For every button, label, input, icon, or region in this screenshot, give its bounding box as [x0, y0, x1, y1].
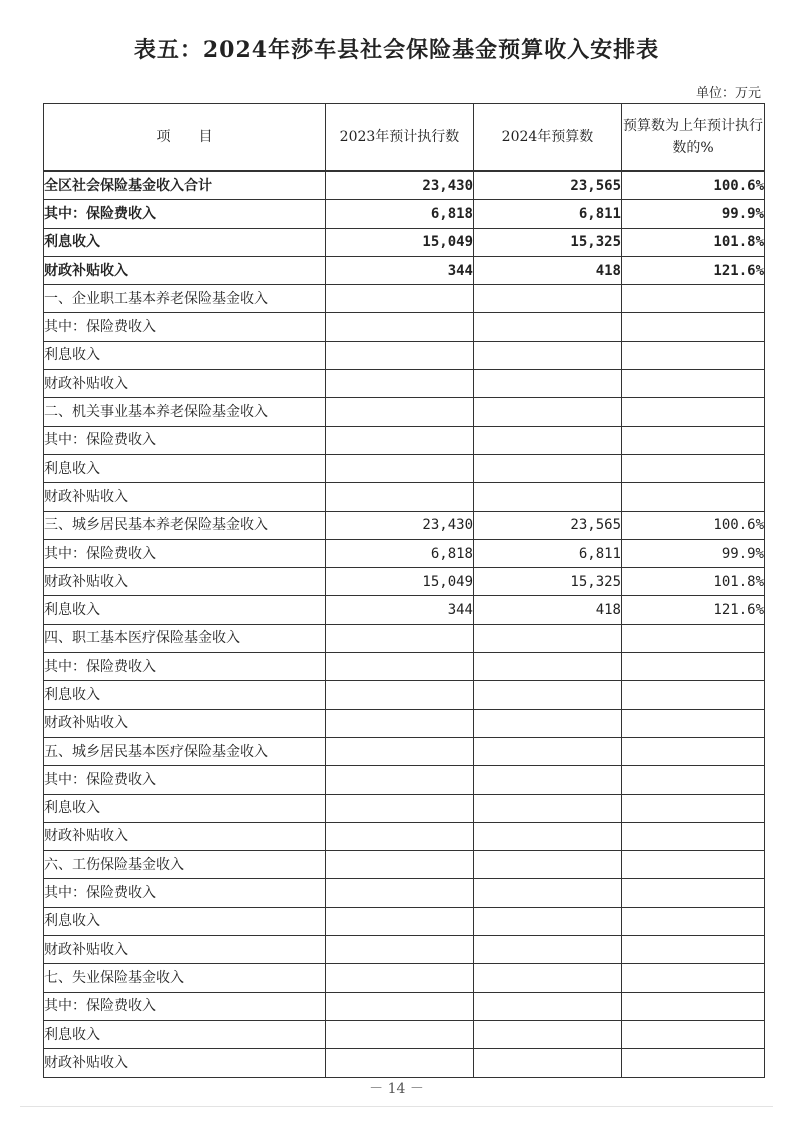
cell-exec-2023 — [326, 681, 474, 709]
cell-budget-2024 — [474, 794, 622, 822]
header-budget-2024: 2024年预算数 — [474, 104, 622, 172]
cell-budget-2024: 6,811 — [474, 200, 622, 228]
cell-ratio — [622, 907, 765, 935]
cell-exec-2023 — [326, 313, 474, 341]
budget-table — [43, 103, 765, 1078]
table-header-row — [44, 104, 765, 172]
cell-budget-2024: 418 — [474, 256, 622, 284]
cell-exec-2023: 344 — [326, 256, 474, 284]
cell-exec-2023 — [326, 822, 474, 850]
row-label: 财政补贴收入 — [44, 568, 326, 596]
row-label: 七、失业保险基金收入 — [44, 964, 326, 992]
cell-budget-2024 — [474, 624, 622, 652]
row-label: 其中：保险费收入 — [44, 992, 326, 1020]
cell-exec-2023 — [326, 285, 474, 313]
table-row — [44, 483, 765, 511]
cell-budget-2024 — [474, 398, 622, 426]
row-label: 其中：保险费收入 — [44, 426, 326, 454]
bottom-divider — [20, 1106, 773, 1107]
cell-ratio — [622, 879, 765, 907]
cell-budget-2024 — [474, 653, 622, 681]
table-row — [44, 228, 765, 256]
cell-ratio — [622, 794, 765, 822]
cell-budget-2024 — [474, 936, 622, 964]
table-row — [44, 200, 765, 228]
cell-budget-2024 — [474, 964, 622, 992]
cell-ratio: 101.8% — [622, 568, 765, 596]
row-label: 利息收入 — [44, 454, 326, 482]
cell-exec-2023 — [326, 1049, 474, 1077]
table-row — [44, 285, 765, 313]
row-label: 财政补贴收入 — [44, 822, 326, 850]
cell-exec-2023: 15,049 — [326, 568, 474, 596]
cell-exec-2023 — [326, 454, 474, 482]
row-label: 其中：保险费收入 — [44, 200, 326, 228]
table-row — [44, 737, 765, 765]
row-label: 利息收入 — [44, 907, 326, 935]
cell-exec-2023: 6,818 — [326, 200, 474, 228]
cell-exec-2023 — [326, 426, 474, 454]
cell-ratio — [622, 483, 765, 511]
table-row — [44, 624, 765, 652]
row-label: 利息收入 — [44, 596, 326, 624]
table-row — [44, 511, 765, 539]
table-row — [44, 341, 765, 369]
cell-budget-2024 — [474, 709, 622, 737]
cell-budget-2024: 6,811 — [474, 539, 622, 567]
cell-ratio: 99.9% — [622, 539, 765, 567]
cell-ratio — [622, 1020, 765, 1048]
row-label: 利息收入 — [44, 341, 326, 369]
cell-exec-2023: 23,430 — [326, 511, 474, 539]
cell-ratio — [622, 964, 765, 992]
cell-budget-2024 — [474, 313, 622, 341]
cell-exec-2023: 6,818 — [326, 539, 474, 567]
table-row — [44, 822, 765, 850]
cell-ratio: 101.8% — [622, 228, 765, 256]
row-label: 其中：保险费收入 — [44, 766, 326, 794]
row-label: 六、工伤保险基金收入 — [44, 851, 326, 879]
cell-ratio — [622, 1049, 765, 1077]
row-label: 财政补贴收入 — [44, 936, 326, 964]
table-row — [44, 454, 765, 482]
row-label: 财政补贴收入 — [44, 709, 326, 737]
table-row — [44, 936, 765, 964]
table-row — [44, 426, 765, 454]
cell-ratio — [622, 341, 765, 369]
row-label: 其中：保险费收入 — [44, 879, 326, 907]
table-row — [44, 313, 765, 341]
cell-exec-2023 — [326, 341, 474, 369]
table-row — [44, 256, 765, 284]
cell-ratio — [622, 624, 765, 652]
cell-ratio — [622, 398, 765, 426]
cell-budget-2024 — [474, 341, 622, 369]
table-row — [44, 398, 765, 426]
header-exec-2023: 2023年预计执行数 — [326, 104, 474, 172]
cell-ratio — [622, 653, 765, 681]
cell-exec-2023 — [326, 907, 474, 935]
row-label: 财政补贴收入 — [44, 1049, 326, 1077]
row-label: 利息收入 — [44, 681, 326, 709]
cell-exec-2023 — [326, 766, 474, 794]
row-label: 其中：保险费收入 — [44, 653, 326, 681]
table-row — [44, 1049, 765, 1077]
cell-ratio — [622, 709, 765, 737]
cell-ratio — [622, 285, 765, 313]
table-row — [44, 709, 765, 737]
table-row — [44, 879, 765, 907]
cell-ratio — [622, 426, 765, 454]
cell-ratio — [622, 936, 765, 964]
table-row — [44, 681, 765, 709]
table-row — [44, 370, 765, 398]
cell-budget-2024: 418 — [474, 596, 622, 624]
cell-ratio: 99.9% — [622, 200, 765, 228]
table-row — [44, 964, 765, 992]
cell-budget-2024 — [474, 483, 622, 511]
cell-budget-2024 — [474, 681, 622, 709]
row-label: 三、城乡居民基本养老保险基金收入 — [44, 511, 326, 539]
row-label: 全区社会保险基金收入合计 — [44, 171, 326, 200]
table-row — [44, 992, 765, 1020]
cell-exec-2023 — [326, 794, 474, 822]
row-label: 财政补贴收入 — [44, 483, 326, 511]
cell-exec-2023 — [326, 936, 474, 964]
page-title: 表五：2024年莎车县社会保险基金预算收入安排表 — [133, 37, 660, 63]
cell-budget-2024 — [474, 766, 622, 794]
row-label: 利息收入 — [44, 794, 326, 822]
row-label: 财政补贴收入 — [44, 256, 326, 284]
table-row — [44, 851, 765, 879]
header-ratio: 预算数为上年预计执行数的% — [622, 104, 765, 172]
cell-ratio — [622, 992, 765, 1020]
cell-ratio — [622, 313, 765, 341]
cell-exec-2023 — [326, 370, 474, 398]
cell-budget-2024 — [474, 426, 622, 454]
unit-label: 单位：万元 — [695, 86, 761, 101]
table-row — [44, 568, 765, 596]
cell-budget-2024 — [474, 851, 622, 879]
cell-exec-2023 — [326, 964, 474, 992]
cell-ratio — [622, 822, 765, 850]
cell-budget-2024 — [474, 992, 622, 1020]
table-row — [44, 171, 765, 200]
cell-exec-2023 — [326, 992, 474, 1020]
cell-exec-2023 — [326, 709, 474, 737]
cell-budget-2024 — [474, 879, 622, 907]
cell-ratio — [622, 454, 765, 482]
cell-exec-2023 — [326, 737, 474, 765]
cell-ratio: 121.6% — [622, 256, 765, 284]
cell-exec-2023: 344 — [326, 596, 474, 624]
cell-budget-2024 — [474, 1049, 622, 1077]
page-number: － 14 － — [369, 1081, 424, 1097]
table-body — [44, 171, 765, 1077]
cell-ratio — [622, 370, 765, 398]
cell-budget-2024 — [474, 822, 622, 850]
row-label: 其中：保险费收入 — [44, 539, 326, 567]
row-label: 利息收入 — [44, 1020, 326, 1048]
cell-ratio: 100.6% — [622, 511, 765, 539]
row-label: 其中：保险费收入 — [44, 313, 326, 341]
cell-budget-2024: 15,325 — [474, 228, 622, 256]
row-label: 利息收入 — [44, 228, 326, 256]
cell-budget-2024 — [474, 737, 622, 765]
row-label: 四、职工基本医疗保险基金收入 — [44, 624, 326, 652]
header-item: 项 目 — [44, 104, 326, 172]
row-label: 一、企业职工基本养老保险基金收入 — [44, 285, 326, 313]
table-row — [44, 794, 765, 822]
cell-budget-2024: 23,565 — [474, 511, 622, 539]
table-row — [44, 539, 765, 567]
table-row — [44, 653, 765, 681]
cell-exec-2023: 15,049 — [326, 228, 474, 256]
cell-ratio — [622, 737, 765, 765]
cell-ratio — [622, 681, 765, 709]
cell-exec-2023 — [326, 398, 474, 426]
row-label: 二、机关事业基本养老保险基金收入 — [44, 398, 326, 426]
cell-budget-2024 — [474, 454, 622, 482]
cell-budget-2024 — [474, 1020, 622, 1048]
cell-ratio — [622, 766, 765, 794]
cell-budget-2024 — [474, 907, 622, 935]
cell-exec-2023 — [326, 483, 474, 511]
cell-exec-2023 — [326, 851, 474, 879]
table-row — [44, 596, 765, 624]
row-label: 五、城乡居民基本医疗保险基金收入 — [44, 737, 326, 765]
cell-ratio: 121.6% — [622, 596, 765, 624]
cell-exec-2023 — [326, 653, 474, 681]
cell-ratio: 100.6% — [622, 171, 765, 200]
table-row — [44, 907, 765, 935]
cell-exec-2023 — [326, 1020, 474, 1048]
cell-budget-2024 — [474, 370, 622, 398]
cell-exec-2023 — [326, 879, 474, 907]
table-row — [44, 766, 765, 794]
cell-budget-2024 — [474, 285, 622, 313]
cell-budget-2024: 23,565 — [474, 171, 622, 200]
cell-budget-2024: 15,325 — [474, 568, 622, 596]
row-label: 财政补贴收入 — [44, 370, 326, 398]
cell-ratio — [622, 851, 765, 879]
cell-exec-2023 — [326, 624, 474, 652]
cell-exec-2023: 23,430 — [326, 171, 474, 200]
table-row — [44, 1020, 765, 1048]
